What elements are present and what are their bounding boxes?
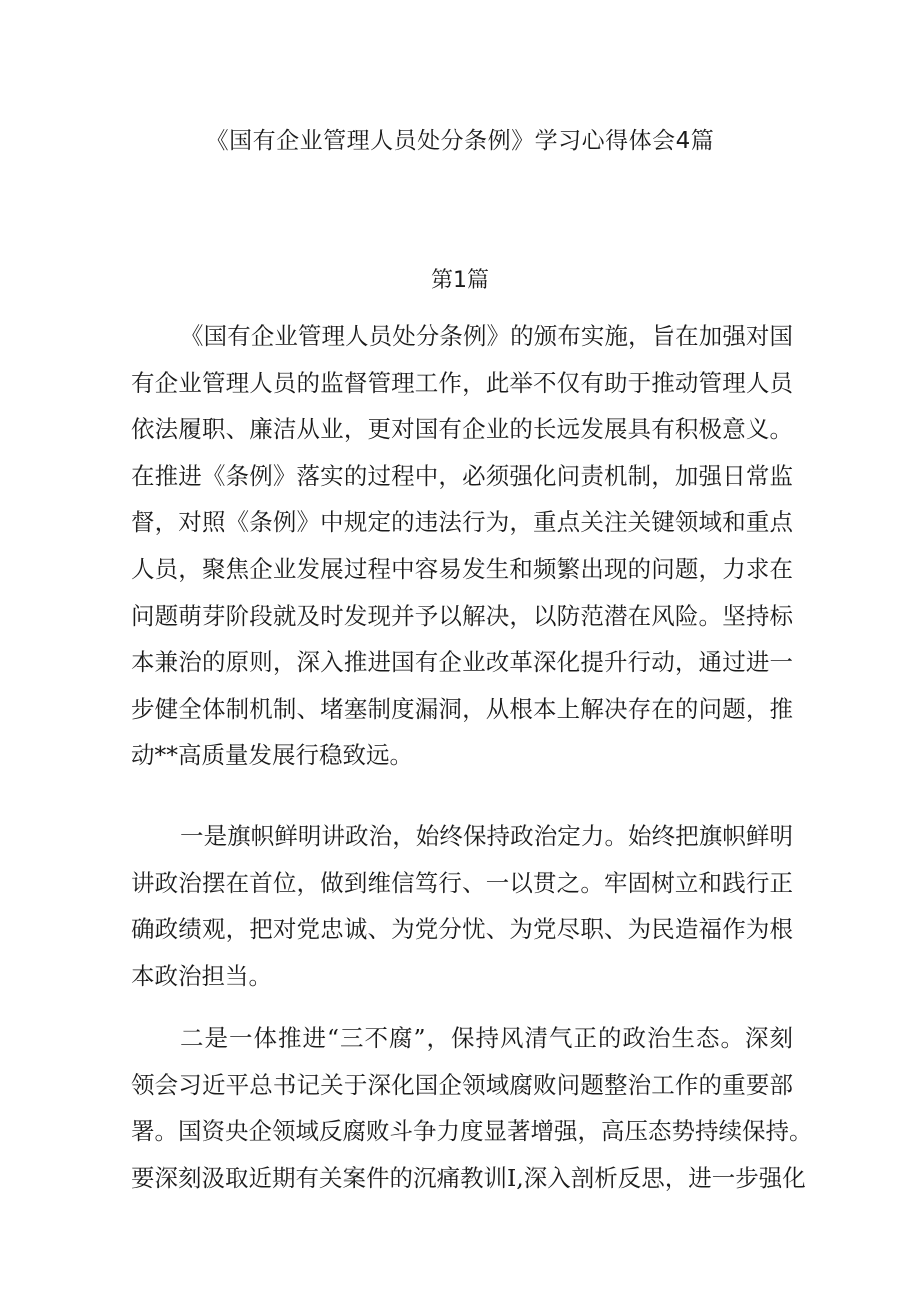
paragraph-line: 人员，聚焦企业发展过程中容易发生和频繁出现的问题，力求在: [131, 554, 793, 583]
paragraph-line: 《国有企业管理人员处分条例》的颁布实施，旨在加强对国: [180, 322, 793, 350]
paragraph-line: 领会习近平总书记关于深化国企领域腐败问题整治工作的重要部: [131, 1070, 793, 1099]
paragraph-line: 要深刻汲取近期有关案件的沉痛教训I,深入剖析反思，进一步强化: [131, 1163, 806, 1192]
paragraph-line: 有企业管理人员的监督管理工作，此举不仅有助于推动管理人员: [131, 368, 793, 397]
paragraph-line: 本兼治的原则，深入推进国有企业改革深化提升行动，通过进一: [131, 648, 793, 677]
paragraph-line: 本政治担当。: [131, 961, 272, 990]
paragraph-3: [131, 1015, 813, 1201]
paragraph-line: 督，对照《条例》中规定的违法行为，重点关注关键领域和重点: [131, 508, 793, 537]
paragraph-line: 确政绩观，把对党忠诚、为党分忧、为党尽职、为民造福作为根: [131, 915, 793, 944]
paragraph-line: 二是一体推进“三不腐”，保持风清气正的政治生态。深刻: [180, 1024, 793, 1052]
paragraph-line: 问题萌芽阶段就及时发现并予以解决，以防范潜在风险。坚持标: [131, 601, 793, 630]
paragraph-line: 动**高质量发展行稳致远。: [131, 741, 413, 770]
paragraph-line: 一是旗帜鲜明讲政治，始终保持政治定力。始终把旗帜鲜明: [180, 822, 793, 850]
paragraph-line: 在推进《条例》落实的过程中，必须强化问责机制，加强日常监: [131, 461, 793, 490]
document-title: 《国有企业管理人员处分条例》学习心得体会4篇: [205, 128, 715, 154]
paragraph-1: [131, 313, 793, 779]
paragraph-2: [131, 813, 793, 999]
paragraph-line: 依法履职、廉洁从业，更对国有企业的长远发展具有积极意义。: [131, 415, 793, 444]
paragraph-line: 署。国资央企领域反腐败斗争力度显著增强，高压态势持续保持。: [131, 1117, 813, 1146]
paragraph-line: 讲政治摆在首位，做到维信笃行、一以贯之。牢固树立和践行正: [131, 868, 793, 897]
section-heading: 第1篇: [431, 268, 489, 293]
paragraph-line: 步健全体制机制、堵塞制度漏洞，从根本上解决存在的问题，推: [131, 694, 793, 723]
